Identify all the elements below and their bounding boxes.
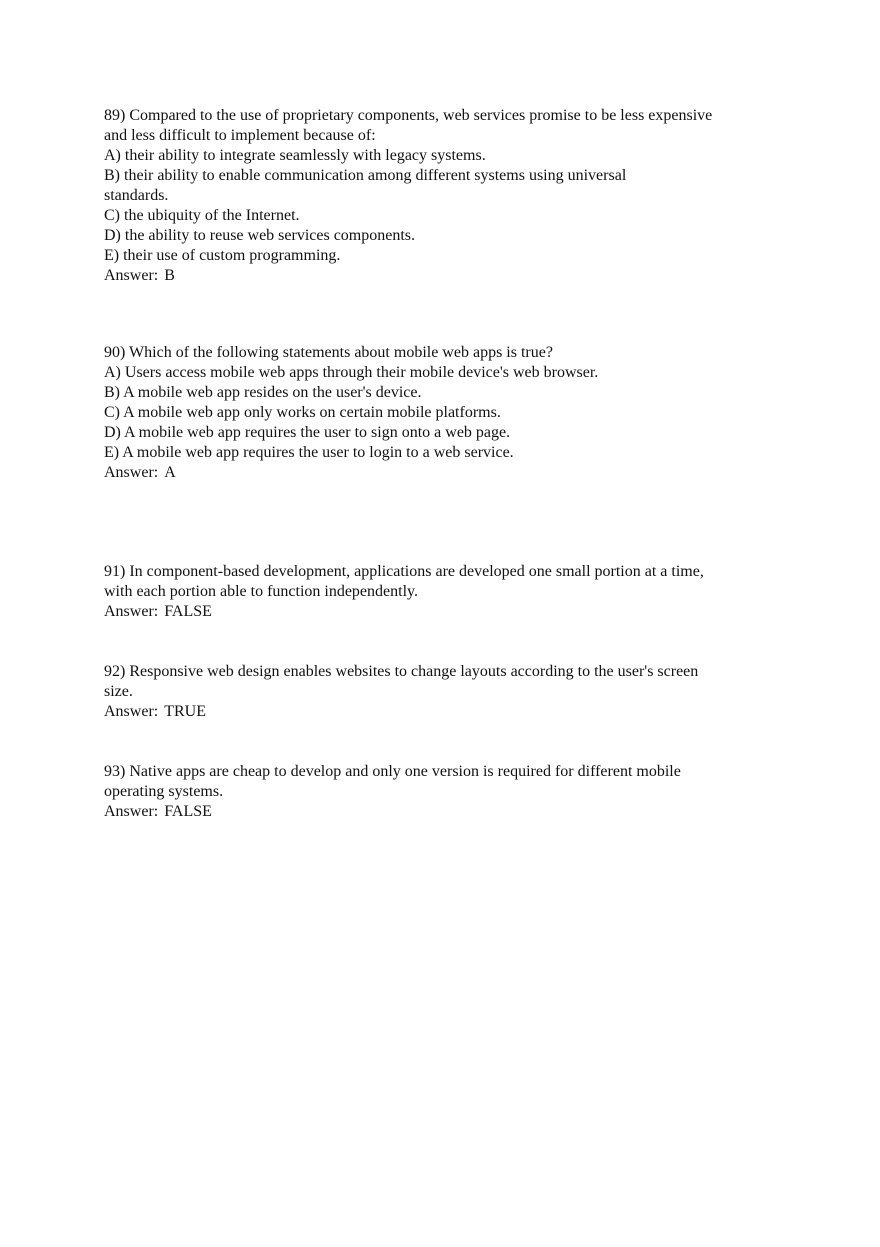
answer-option: D) A mobile web app requires the user to sign onto a web page. [104, 424, 511, 441]
answer-option: B) A mobile web app resides on the user's device. [104, 384, 422, 401]
answer-option: C) A mobile web app only works on certain mobile platforms. [104, 404, 501, 421]
answer-line [104, 463, 784, 483]
answer-option: A) Users access mobile web apps through their mobile device's web browser. [104, 364, 599, 381]
answer-option: E) A mobile web app requires the user to login to a web service. [104, 444, 514, 461]
question-89 [104, 106, 784, 286]
answer-value: FALSE [164, 603, 212, 620]
question-stem-line: 90) Which of the following statements about mobile web apps is true? [104, 344, 553, 361]
question-stem-line: 91) In component-based development, applications are developed one small portion at a time, [104, 563, 704, 580]
answer-line [104, 702, 784, 722]
answer-option: B) their ability to enable communication among different systems using universal [104, 167, 627, 184]
answer-line [104, 602, 784, 622]
question-stem-line: operating systems. [104, 783, 224, 800]
answer-option: E) their use of custom programming. [104, 247, 341, 264]
answer-option: standards. [104, 187, 169, 204]
question-93 [104, 762, 784, 822]
answer-label: Answer: [104, 267, 159, 284]
answer-label: Answer: [104, 803, 159, 820]
question-stem-line: 92) Responsive web design enables websites to change layouts according to the user's screen [104, 663, 699, 680]
question-stem-line: 89) Compared to the use of proprietary components, web services promise to be less expensive [104, 107, 713, 124]
answer-value: B [164, 267, 175, 284]
answer-option: A) their ability to integrate seamlessly with legacy systems. [104, 147, 486, 164]
question-stem-line: 93) Native apps are cheap to develop and only one version is required for different mobile [104, 763, 681, 780]
answer-value: FALSE [164, 803, 212, 820]
answer-label: Answer: [104, 464, 159, 481]
question-91 [104, 562, 784, 622]
answer-label: Answer: [104, 603, 159, 620]
question-92 [104, 662, 784, 722]
answer-line [104, 802, 784, 822]
answer-line [104, 266, 784, 286]
question-90 [104, 343, 784, 483]
question-stem-line: size. [104, 683, 133, 700]
question-stem-line: and less difficult to implement because of: [104, 127, 376, 144]
answer-value: A [164, 464, 176, 481]
answer-option: D) the ability to reuse web services components. [104, 227, 416, 244]
answer-label: Answer: [104, 703, 159, 720]
answer-value: TRUE [164, 703, 206, 720]
question-stem-line: with each portion able to function independently. [104, 583, 418, 600]
answer-option: C) the ubiquity of the Internet. [104, 207, 300, 224]
